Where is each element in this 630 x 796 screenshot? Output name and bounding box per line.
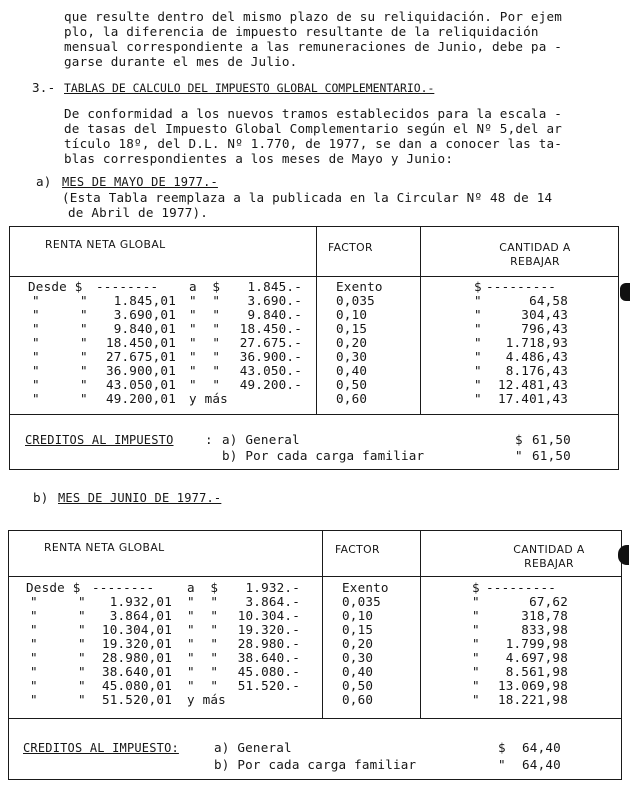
june-from-2: 3.864,01 [109,608,172,623]
june-col-from [88,581,172,707]
june-amount-0: --------- [486,580,557,595]
june-marker: b) [33,490,49,505]
june-a-3: " " [187,622,219,637]
may-desde-4: " [32,335,40,350]
june-factor-6: 0,40 [342,664,374,679]
may-header-factor: FACTOR [328,241,373,254]
may-to-2: 9.840.- [247,307,302,322]
may-to-0: 1.845.- [247,279,302,294]
june-desde-2: " [30,608,38,623]
june-body-divider [8,718,622,719]
may-amount-8: 17.401,43 [497,391,568,406]
may-amount-3: 796,43 [521,321,568,336]
june-desde-1: " [30,594,38,609]
section-paragraph-line-1: De conformidad a los nuevos tramos establecidos para la escala - [64,106,563,121]
may-factor-4: 0,20 [336,335,368,350]
may-factor-5: 0,30 [336,349,368,364]
may-col-amount [486,280,568,406]
may-desde-6: " [32,363,40,378]
june-header-renta: RENTA NETA GLOBAL [44,541,165,554]
binder-hole-mark [620,283,630,301]
may-amount-7: 12.481,43 [497,377,568,392]
may-a-0: a $ [189,279,221,294]
june-header-cantidad-2: REBAJAR [524,557,574,570]
june-from-7: 45.080,01 [101,678,172,693]
june-from-6: 38.640,01 [101,664,172,679]
june-factor-1: 0,035 [342,594,381,609]
may-factor-2: 0,10 [336,307,368,322]
june-to-5: 38.640.- [237,650,300,665]
june-q-0: $ [472,580,480,595]
may-amount-1: 64,58 [529,293,568,308]
may-q-8: " [474,391,482,406]
may-header-renta: RENTA NETA GLOBAL [45,238,166,251]
intro-line-4: garse durante el mes de Julio. [64,54,298,69]
may-from-5: 27.675,01 [105,349,176,364]
may-col-divider-2 [420,226,421,414]
june-amount-7: 13.069,98 [497,678,568,693]
may-from-3: 9.840,01 [113,321,176,336]
june-to-6: 45.080.- [237,664,300,679]
may-desde-5: " [32,349,40,364]
june-desde-8: " [30,692,38,707]
june-from-0: -------- [92,580,155,595]
june-from-8: 51.520,01 [101,692,172,707]
intro-line-1: que resulte dentro del mismo plazo de su reliquidación. Por ejem [64,9,563,24]
may-q2-3: " [80,321,88,336]
may-to-1: 3.690.- [247,293,302,308]
may-desde-2: " [32,307,40,322]
june-credito-general: a) General [214,740,292,755]
june-q-8: " [472,692,480,707]
june-credito-carga-sym: " [498,757,506,772]
june-factor-3: 0,15 [342,622,374,637]
june-amount-1: 67,62 [529,594,568,609]
may-to-3: 18.450.- [239,321,302,336]
may-col-divider-1 [316,226,317,414]
june-factor-4: 0,20 [342,636,374,651]
june-q2-8: " [78,692,86,707]
may-a-2: " " [189,307,221,322]
june-desde-7: " [30,678,38,693]
may-credito-carga-sym: " [515,448,523,463]
may-amount-5: 4.486,43 [505,349,568,364]
june-amount-6: 8.561,98 [505,664,568,679]
june-q-5: " [472,650,480,665]
may-q-0: $ [474,279,482,294]
may-from-6: 36.900,01 [105,363,176,378]
may-factor-8: 0,60 [336,391,368,406]
may-q2-5: " [80,349,88,364]
may-header-divider [9,276,619,277]
june-col-desde [26,581,86,707]
may-q2-7: " [80,377,88,392]
may-q-1: " [474,293,482,308]
june-q-4: " [472,636,480,651]
may-a-4: " " [189,335,221,350]
june-q-2: " [472,608,480,623]
june-q-1: " [472,594,480,609]
may-q2-8: " [80,391,88,406]
june-a-7: " " [187,678,219,693]
may-a-5: " " [189,349,221,364]
june-factor-0: Exento [342,580,389,595]
june-a-4: " " [187,636,219,651]
june-desde-6: " [30,664,38,679]
june-credito-general-value: 64,40 [522,740,561,755]
june-amount-5: 4.697,98 [505,650,568,665]
may-body-divider [9,414,619,415]
may-amount-4: 1.718,93 [505,335,568,350]
may-desde-3: " [32,321,40,336]
may-header-cantidad-1: CANTIDAD A [499,241,571,254]
june-desde-4: " [30,636,38,651]
june-header-divider [8,576,622,577]
section-paragraph-line-2: de tasas del Impuesto Global Complementario según el Nº 5,del ar [64,121,563,136]
may-amount-2: 304,43 [521,307,568,322]
may-creditos-colon: : [205,432,213,447]
may-from-2: 3.690,01 [113,307,176,322]
june-desde-0: Desde $ [26,580,81,595]
may-q-6: " [474,363,482,378]
june-credito-general-sym: $ [498,740,506,755]
june-q2-3: " [78,622,86,637]
may-factor-6: 0,40 [336,363,368,378]
june-factor-5: 0,30 [342,650,374,665]
may-q-5: " [474,349,482,364]
june-q-3: " [472,622,480,637]
may-credito-carga: b) Por cada carga familiar [222,448,425,463]
may-col-to [226,280,302,392]
intro-line-2: plo, la diferencia de impuesto resultante de la reliquidación [64,24,539,39]
june-from-4: 19.320,01 [101,636,172,651]
may-factor-3: 0,15 [336,321,368,336]
may-credito-general: a) General [222,432,300,447]
may-a-7: " " [189,377,221,392]
june-factor-8: 0,60 [342,692,374,707]
june-q-7: " [472,678,480,693]
may-q-4: " [474,335,482,350]
may-factor-0: Exento [336,279,383,294]
may-desde-8: " [32,391,40,406]
may-col-q [474,280,486,406]
may-col-desde [28,280,88,406]
june-from-3: 10.304,01 [101,622,172,637]
may-to-6: 43.050.- [239,363,302,378]
may-q2-1: " [80,293,88,308]
june-a-2: " " [187,608,219,623]
june-q-6: " [472,664,480,679]
june-to-7: 51.520.- [237,678,300,693]
may-creditos-label: CREDITOS AL IMPUESTO [25,433,174,447]
may-a-6: " " [189,363,221,378]
june-col-amount [486,581,568,707]
may-marker: a) [36,174,52,189]
june-to-2: 10.304.- [237,608,300,623]
june-to-0: 1.932.- [245,580,300,595]
june-amount-3: 833,98 [521,622,568,637]
may-desde-7: " [32,377,40,392]
may-amount-6: 8.176,43 [505,363,568,378]
june-amount-4: 1.799,98 [505,636,568,651]
june-from-1: 1.932,01 [109,594,172,609]
section-paragraph-line-4: blas correspondientes a los meses de Mayo y Junio: [64,151,454,166]
may-a-1: " " [189,293,221,308]
june-to-1: 3.864.- [245,594,300,609]
june-factor-2: 0,10 [342,608,374,623]
may-from-7: 43.050,01 [105,377,176,392]
june-col-q [472,581,484,707]
june-from-5: 28.980,01 [101,650,172,665]
may-credito-general-sym: $ [515,432,523,447]
june-a-8: y más [187,692,226,707]
june-col-divider-2 [420,530,421,718]
june-header-factor: FACTOR [335,543,380,556]
section-paragraph-line-3: tículo 18º, del D.L. Nº 1.770, de 1977, se dan a conocer las ta- [64,136,563,151]
june-header-cantidad-1: CANTIDAD A [513,543,585,556]
may-desde-0: Desde $ [28,279,83,294]
may-q-3: " [474,321,482,336]
june-col-to [222,581,300,693]
may-header-cantidad-2: REBAJAR [510,255,560,268]
section-title: TABLAS DE CALCULO DEL IMPUESTO GLOBAL COMPLEMENTARIO.- [64,81,435,95]
may-col-from [92,280,176,406]
june-factor-7: 0,50 [342,678,374,693]
may-from-0: -------- [96,279,159,294]
may-q-2: " [474,307,482,322]
may-col-factor [336,280,406,406]
may-q2-2: " [80,307,88,322]
june-to-4: 28.980.- [237,636,300,651]
binder-hole-mark-2 [618,545,629,565]
intro-line-3: mensual correspondiente a las remuneraciones de Junio, debe pa - [64,39,563,54]
june-q2-6: " [78,664,86,679]
may-q-7: " [474,377,482,392]
may-factor-1: 0,035 [336,293,375,308]
may-to-4: 27.675.- [239,335,302,350]
may-a-8: y más [189,391,228,406]
june-creditos-label: CREDITOS AL IMPUESTO: [23,741,179,755]
may-from-1: 1.845,01 [113,293,176,308]
may-q2-6: " [80,363,88,378]
may-factor-7: 0,50 [336,377,368,392]
may-note-line-2: de Abril de 1977). [68,205,209,220]
june-a-1: " " [187,594,219,609]
june-q2-2: " [78,608,86,623]
may-to-5: 36.900.- [239,349,302,364]
may-amount-0: --------- [486,279,557,294]
may-desde-1: " [32,293,40,308]
may-note-line-1: (Esta Tabla reemplaza a la publicada en la Circular Nº 48 de 14 [62,190,553,205]
june-credito-carga-value: 64,40 [522,757,561,772]
may-from-8: 49.200,01 [105,391,176,406]
june-a-5: " " [187,650,219,665]
june-a-6: " " [187,664,219,679]
may-from-4: 18.450,01 [105,335,176,350]
may-a-3: " " [189,321,221,336]
section-number: 3.- [32,80,56,95]
june-q2-1: " [78,594,86,609]
june-q2-7: " [78,678,86,693]
june-amount-8: 18.221,98 [497,692,568,707]
june-a-0: a $ [187,580,219,595]
june-desde-5: " [30,650,38,665]
june-col-factor [342,581,412,707]
may-to-7: 49.200.- [239,377,302,392]
june-title: MES DE JUNIO DE 1977.- [58,491,222,505]
june-credito-carga: b) Por cada carga familiar [214,757,417,772]
june-amount-2: 318,78 [521,608,568,623]
may-credito-general-value: 61,50 [532,432,571,447]
june-q2-4: " [78,636,86,651]
june-q2-5: " [78,650,86,665]
june-desde-3: " [30,622,38,637]
may-credito-carga-value: 61,50 [532,448,571,463]
may-title: MES DE MAYO DE 1977.- [62,175,218,189]
june-col-divider-1 [322,530,323,718]
june-to-3: 19.320.- [237,622,300,637]
may-q2-4: " [80,335,88,350]
